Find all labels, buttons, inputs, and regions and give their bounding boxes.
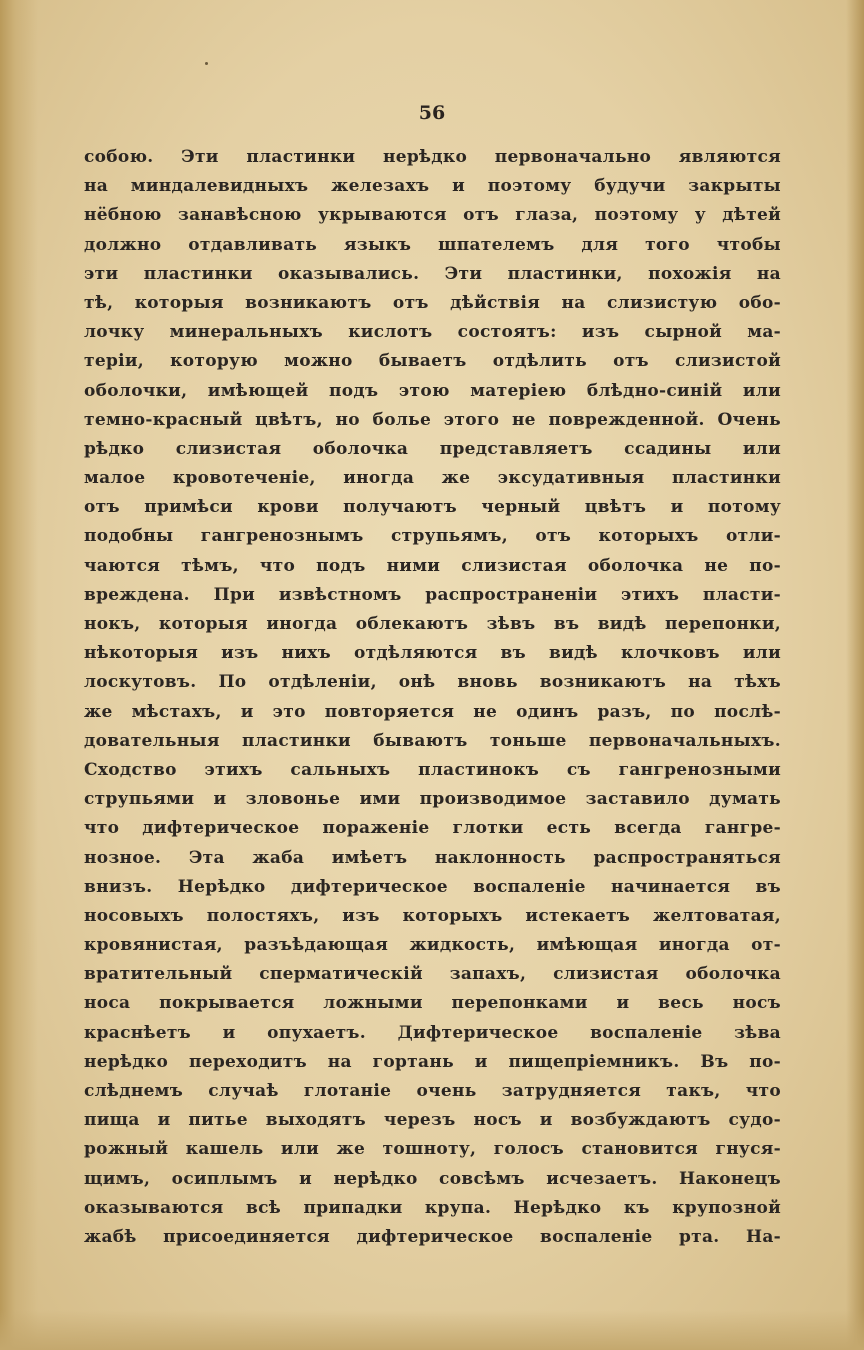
text-line: рожный кашель или же тошноту, голосъ становится гнуся- [84,1139,781,1160]
text-line: нёбною занавѣсною укрываются отъ глаза, поэтому у дѣтей [84,205,781,226]
text-line: подобны гангренознымъ струпьямъ, отъ которыхъ отли- [84,526,781,547]
text-line: лочку минеральныхъ кислотъ состоятъ: изъ сырной ма- [84,322,781,343]
text-line: должно отдавливать языкъ шпателемъ для того чтобы [84,234,781,255]
text-line: чаются тѣмъ, что подъ ними слизистая оболочка не по- [84,555,781,576]
text-line: теріи, которую можно бываетъ отдѣлить отъ слизистой [84,351,781,372]
text-line: вреждена. При извѣстномъ распространеніи этихъ пласти- [84,584,781,605]
paper-speck [205,62,208,65]
text-line: нозное. Эта жаба имѣетъ наклонность распространяться [84,847,781,868]
text-line: жабѣ присоединяется дифтерическое воспаленіе рта. На- [84,1226,781,1247]
page-right-shadow [846,0,864,1350]
text-line: эти пластинки оказывались. Эти пластинки, похожія на [84,263,781,284]
text-line: тѣ, которыя возникаютъ отъ дѣйствія на слизистую обо- [84,292,781,313]
text-line: что дифтерическое пораженіе глотки есть всегда гангре- [84,818,781,839]
text-line: на миндалевидныхъ железахъ и поэтому будучи закрыты [84,176,781,197]
text-line: носовыхъ полостяхъ, изъ которыхъ истекаетъ желтоватая, [84,905,781,926]
text-line: рѣдко слизистая оболочка представляетъ ссадины или [84,438,781,459]
text-line: лоскутовъ. По отдѣленіи, онѣ вновь возникаютъ на тѣхъ [84,672,781,693]
text-line: пища и питье выходятъ черезъ носъ и возбуждаютъ судо- [84,1110,781,1131]
text-line: Сходство этихъ сальныхъ пластинокъ съ гангренозными [84,759,781,780]
body-text [84,143,781,1252]
text-line: струпьями и зловонье ими производимое заставило думать [84,789,781,810]
page-number: 56 [418,102,446,124]
page-left-shadow [0,0,38,1350]
page-bottom-shadow [0,1310,864,1350]
text-line: собою. Эти пластинки нерѣдко первоначально являются [84,147,781,167]
text-line: внизъ. Нерѣдко дифтерическое воспаленіе начинается въ [84,876,781,897]
text-line: кровянистая, разъѣдающая жидкость, имѣющая иногда от- [84,935,781,956]
text-line: малое кровотеченіе, иногда же эксудативныя пластинки [84,468,781,489]
text-line: оказываются всѣ припадки крупа. Нерѣдко къ крупозной [84,1197,781,1218]
text-line: довательныя пластинки бываютъ тоньше первоначальныхъ. [84,730,781,751]
text-line: нерѣдко переходитъ на гортань и пищепріемникъ. Въ по- [84,1051,781,1072]
text-line: слѣднемъ случаѣ глотаніе очень затрудняется такъ, что [84,1081,781,1101]
text-line: щимъ, осиплымъ и нерѣдко совсѣмъ исчезаетъ. Наконецъ [84,1168,781,1189]
text-line: темно-красный цвѣтъ, но болье этого не поврежденной. Очень [84,409,781,430]
text-line: нокъ, которыя иногда облекаютъ зѣвъ въ видѣ перепонки, [84,614,781,634]
text-line: краснѣетъ и опухаетъ. Дифтерическое воспаленіе зѣва [84,1022,781,1043]
text-line: отъ примѣси крови получаютъ черный цвѣтъ и потому [84,497,781,518]
text-line: вратительный сперматическій запахъ, слизистая оболочка [84,964,781,985]
text-line: оболочки, имѣющей подъ этою матеріею блѣдно-синій или [84,380,781,401]
text-line: нѣкоторыя изъ нихъ отдѣляются въ видѣ клочковъ или [84,643,781,664]
text-line: носа покрывается ложными перепонками и весь носъ [84,993,781,1014]
text-line: же мѣстахъ, и это повторяется не одинъ разъ, по послѣ- [84,701,781,722]
